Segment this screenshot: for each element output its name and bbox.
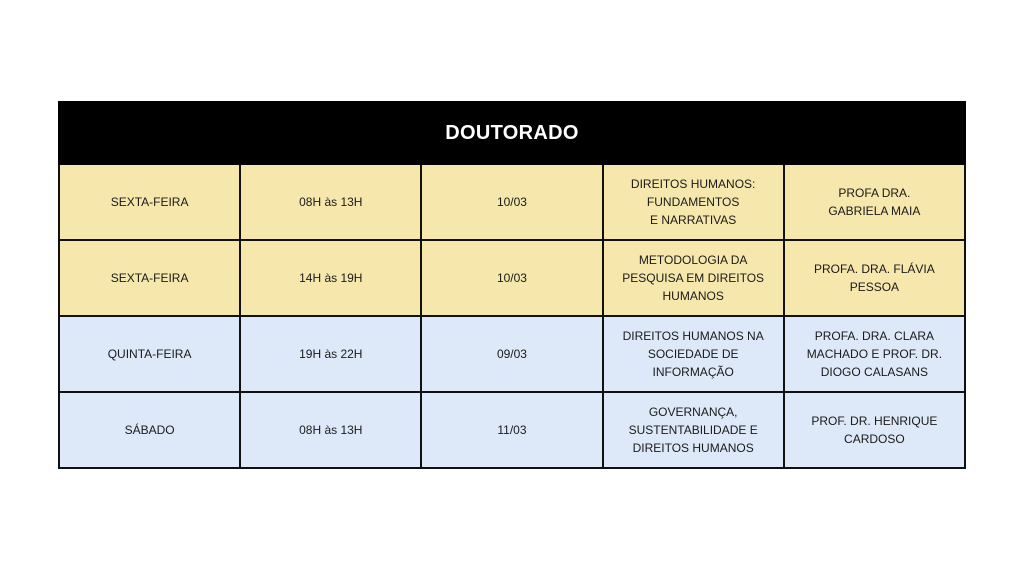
professor-cell: PROFA. DRA. CLARA MACHADO E PROF. DR. DIOGO CALASANS xyxy=(784,316,965,392)
time-cell: 08H às 13H xyxy=(240,164,421,240)
professor-cell: PROFA. DRA. FLÁVIA PESSOA xyxy=(784,240,965,316)
date-cell: 09/03 xyxy=(421,316,602,392)
day-cell: SÁBADO xyxy=(59,392,240,468)
table-row xyxy=(59,164,965,240)
schedule-table xyxy=(58,101,966,469)
professor-cell: PROFA DRA. GABRIELA MAIA xyxy=(784,164,965,240)
time-cell: 19H às 22H xyxy=(240,316,421,392)
date-cell: 10/03 xyxy=(421,164,602,240)
table-row xyxy=(59,240,965,316)
table-row xyxy=(59,316,965,392)
day-cell: QUINTA-FEIRA xyxy=(59,316,240,392)
table-row xyxy=(59,392,965,468)
course-cell: DIREITOS HUMANOS NA SOCIEDADE DE INFORMAÇÃO xyxy=(603,316,784,392)
day-cell: SEXTA-FEIRA xyxy=(59,164,240,240)
date-cell: 11/03 xyxy=(421,392,602,468)
time-cell: 14H às 19H xyxy=(240,240,421,316)
time-cell: 08H às 13H xyxy=(240,392,421,468)
professor-cell: PROF. DR. HENRIQUE CARDOSO xyxy=(784,392,965,468)
day-cell: SEXTA-FEIRA xyxy=(59,240,240,316)
course-cell: DIREITOS HUMANOS: FUNDAMENTOS E NARRATIVAS xyxy=(603,164,784,240)
course-cell: GOVERNANÇA, SUSTENTABILIDADE E DIREITOS HUMANOS xyxy=(603,392,784,468)
date-cell: 10/03 xyxy=(421,240,602,316)
table-title: DOUTORADO xyxy=(59,102,965,164)
course-cell: METODOLOGIA DA PESQUISA EM DIREITOS HUMANOS xyxy=(603,240,784,316)
table-header-row xyxy=(59,102,965,164)
